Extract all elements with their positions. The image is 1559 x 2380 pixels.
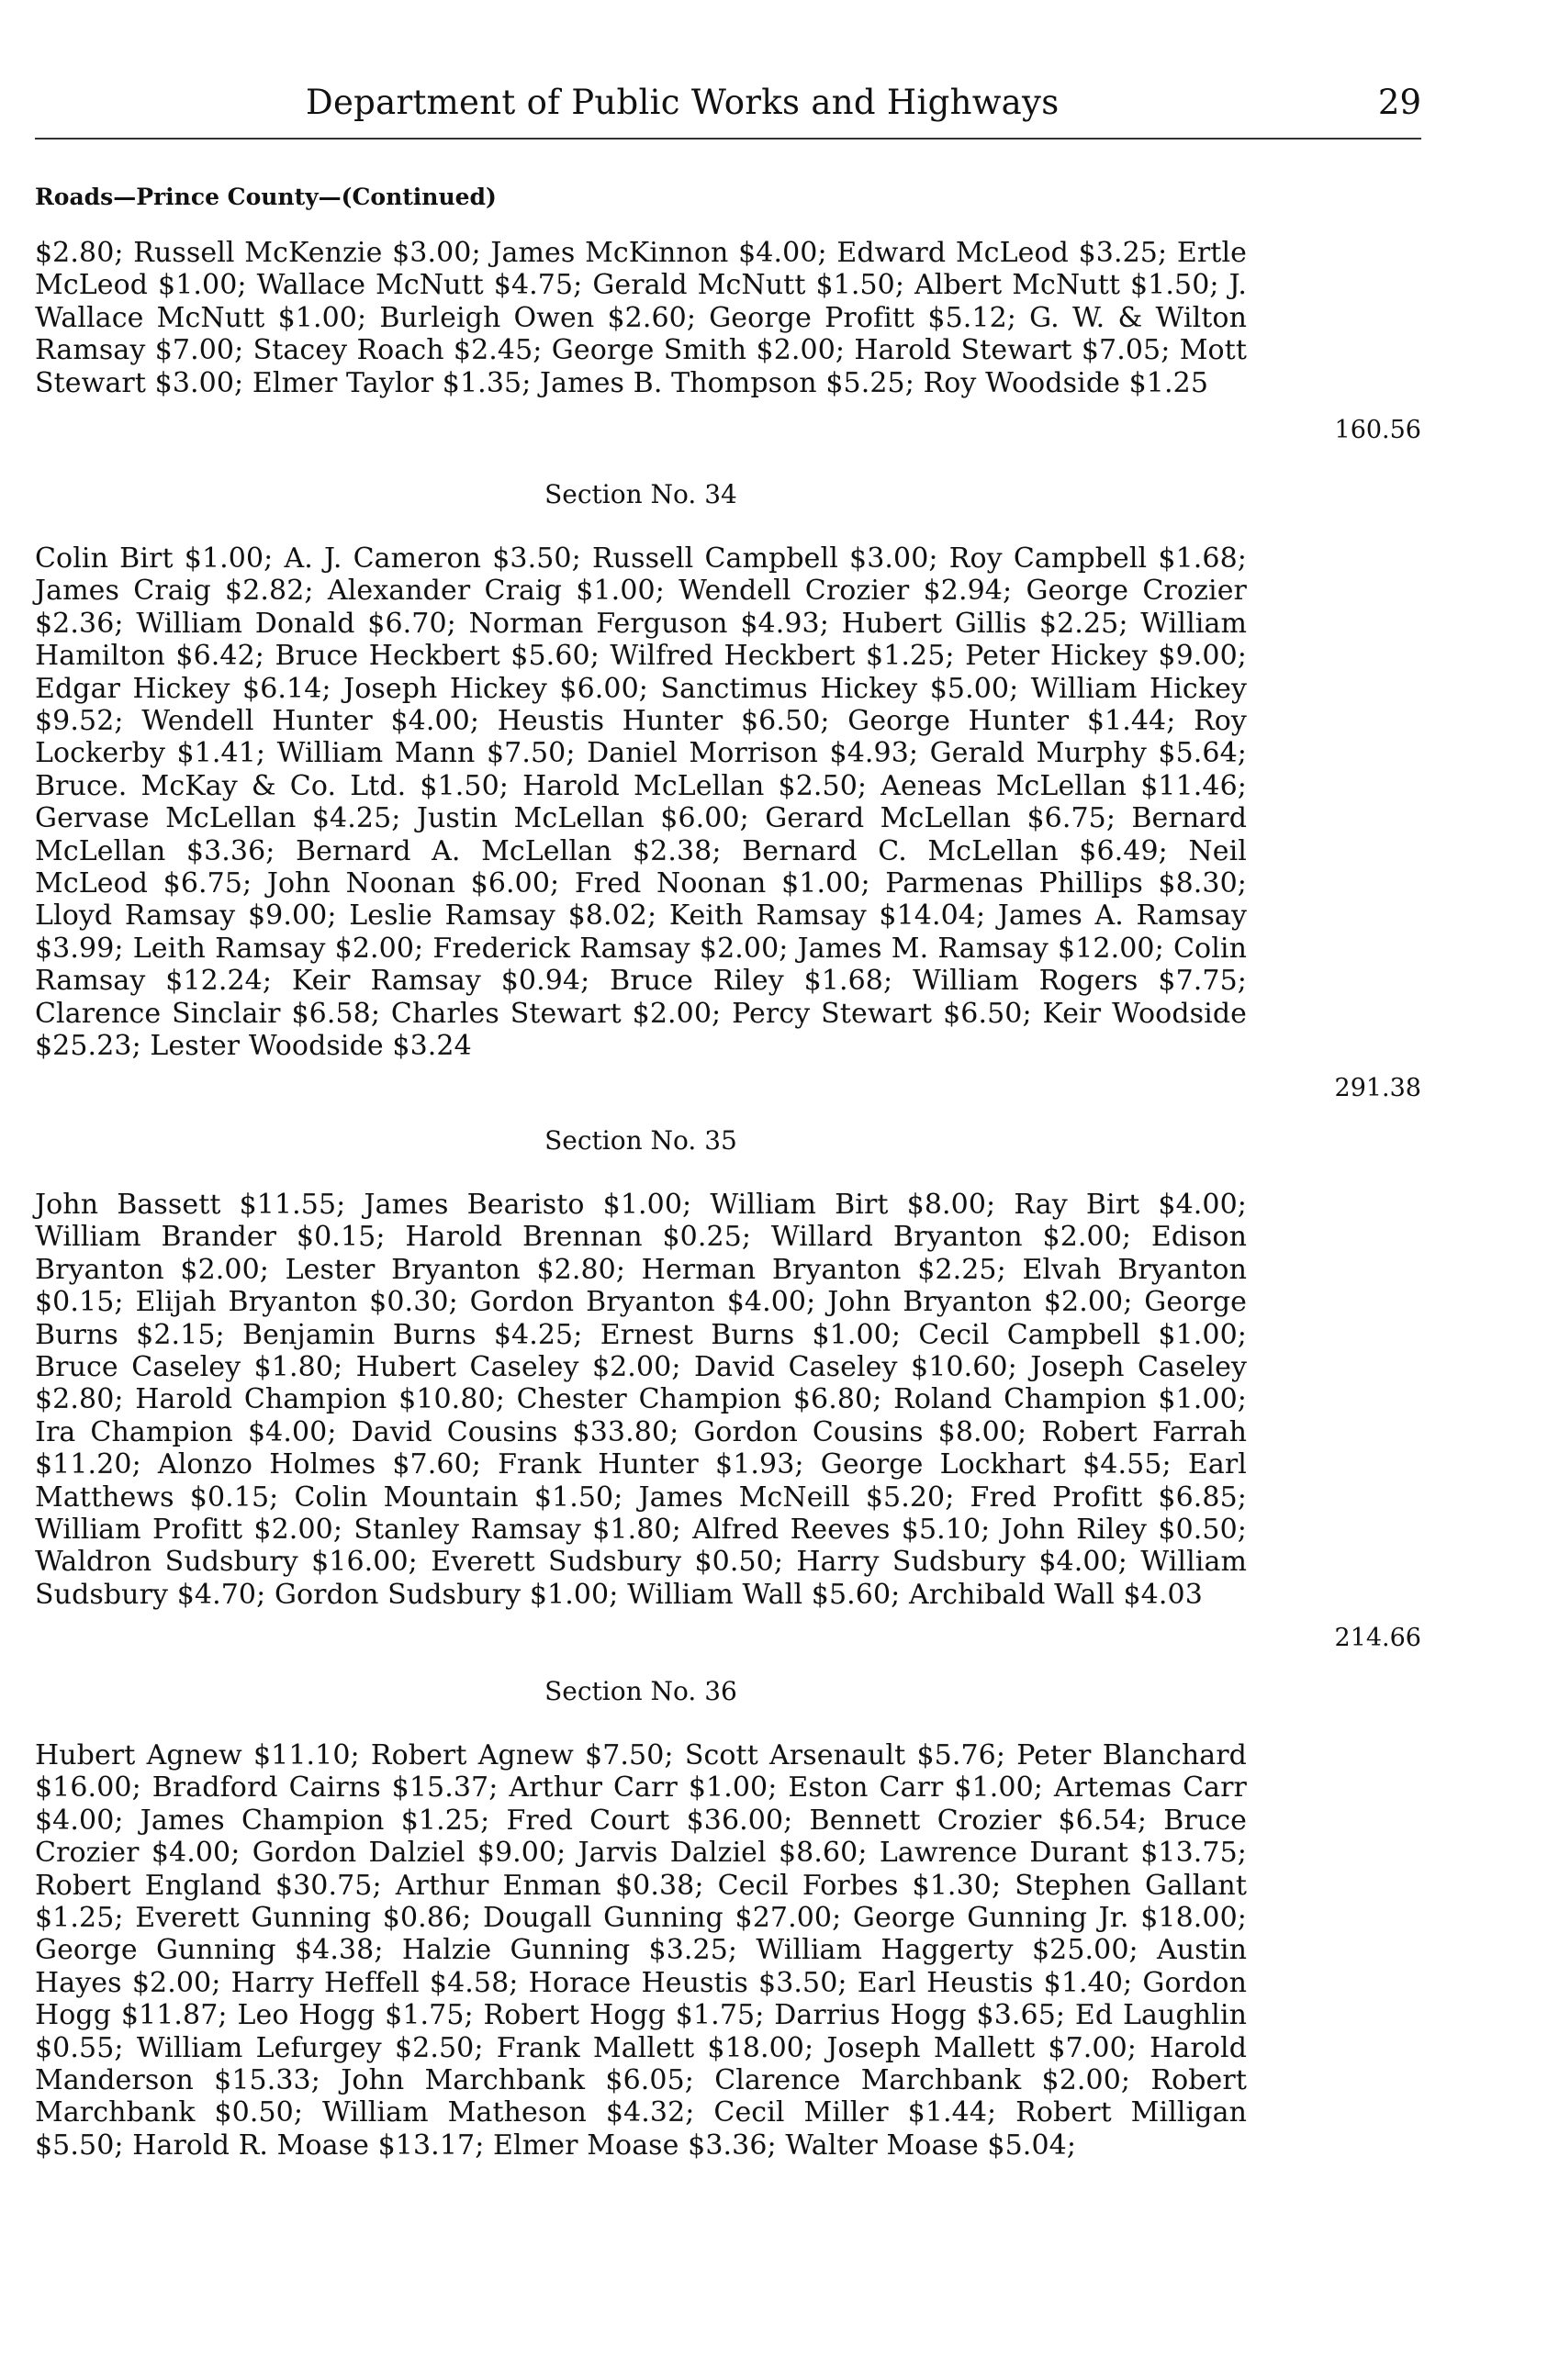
section-34 — [35, 479, 1421, 1102]
payment-list: $2.80; Russell McKenzie $3.00; James McKinnon $4.00; Edward McLeod $3.25; Ertle McLeod $1.00; Wallace McNutt $4.75; Gerald McNutt $1.50; Albert McNutt $1.50; J. Wallace McNutt $1.00; Burleigh Owen $2.60; George Profitt $5.12; G. W. & Wilton Ramsay $7.00; Stacey Roach $2.45; George Smith $2.00; Harold Stewart $7.05; Mott Stewart $3.00; Elmer Taylor $1.35; James B. Thompson $5.25; Roy Woodside $1.25 — [35, 237, 1247, 399]
payment-list: Colin Birt $1.00; A. J. Cameron $3.50; Russell Campbell $3.00; Roy Campbell $1.68; James Craig $2.82; Alexander Craig $1.00; Wendell Crozier $2.94; George Crozier $2.36; William Donald $6.70; Norman Ferguson $4.93; Hubert Gillis $2.25; William Hamilton $6.42; Bruce Heckbert $5.60; Wilfred Heckbert $1.25; Peter Hickey $9.00; Edgar Hickey $6.14; Joseph Hickey $6.00; Sanctimus Hickey $5.00; William Hickey $9.52; Wendell Hunter $4.00; Heustis Hunter $6.50; George Hunter $1.44; Roy Lockerby $1.41; William Mann $7.50; Daniel Morrison $4.93; Gerald Murphy $5.64; Bruce. McKay & Co. Ltd. $1.50; Harold McLellan $2.50; Aeneas McLellan $11.46; Gervase McLellan $4.25; Justin McLellan $6.00; Gerard McLellan $6.75; Bernard McLellan $3.36; Bernard A. McLellan $2.38; Bernard C. McLellan $6.49; Neil McLeod $6.75; John Noonan $6.00; Fred Noonan $1.00; Parmenas Phillips $8.30; Lloyd Ramsay $9.00; Leslie Ramsay $8.02; Keith Ramsay $14.04; James A. Ramsay $3.99; Leith Ramsay $2.00; Frederick Ramsay $2.00; James M. Ramsay $12.00; Colin Ramsay $12.24; Keir Ramsay $0.94; Bruce Riley $1.68; William Rogers $7.75; Clarence Sinclair $6.58; Charles Stewart $2.00; Percy Stewart $6.50; Keir Woodside $25.23; Lester Woodside $3.24 — [35, 542, 1247, 1063]
page-title: Department of Public Works and Highways — [306, 83, 1060, 122]
section-35 — [35, 1125, 1421, 1652]
section-heading: Section No. 35 — [544, 1125, 737, 1156]
section-total: 160.56 — [1334, 416, 1421, 444]
page-number: 29 — [1377, 83, 1421, 122]
section-total: 291.38 — [1334, 1074, 1421, 1102]
payment-list: Hubert Agnew $11.10; Robert Agnew $7.50; Scott Arsenault $5.76; Peter Blanchard $16.00; Bradford Cairns $15.37; Arthur Carr $1.00; Eston Carr $1.00; Artemas Carr $4.00; James Champion $1.25; Fred Court $36.00; Bennett Crozier $6.54; Bruce Crozier $4.00; Gordon Dalziel $9.00; Jarvis Dalziel $8.60; Lawrence Durant $13.75; Robert England $30.75; Arthur Enman $0.38; Cecil Forbes $1.30; Stephen Gallant $1.25; Everett Gunning $0.86; Dougall Gunning $27.00; George Gunning Jr. $18.00; George Gunning $4.38; Halzie Gunning $3.25; William Haggerty $25.00; Austin Hayes $2.00; Harry Heffell $4.58; Horace Heustis $3.50; Earl Heustis $1.40; Gordon Hogg $11.87; Leo Hogg $1.75; Robert Hogg $1.75; Darrius Hogg $3.65; Ed Laughlin $0.55; William Lefurgey $2.50; Frank Mallett $18.00; Joseph Mallett $7.00; Harold Manderson $15.33; John Marchbank $6.05; Clarence Marchbank $2.00; Robert Marchbank $0.50; William Matheson $4.32; Cecil Miller $1.44; Robert Milligan $5.50; Harold R. Moase $13.17; Elmer Moase $3.36; Walter Moase $5.04; — [35, 1739, 1247, 2162]
section-heading: Section No. 36 — [544, 1676, 737, 1706]
continued-heading: Roads—Prince County—(Continued) — [35, 184, 497, 210]
running-header — [35, 83, 1421, 138]
section-36 — [35, 1676, 1421, 2162]
header-rule — [35, 138, 1421, 140]
section-heading: Section No. 34 — [544, 479, 737, 509]
section-total: 214.66 — [1334, 1624, 1421, 1652]
continuation-section — [35, 237, 1421, 444]
payment-list: John Bassett $11.55; James Bearisto $1.00; William Birt $8.00; Ray Birt $4.00; William Brander $0.15; Harold Brennan $0.25; Willard Bryanton $2.00; Edison Bryanton $2.00; Lester Bryanton $2.80; Herman Bryanton $2.25; Elvah Bryanton $0.15; Elijah Bryanton $0.30; Gordon Bryanton $4.00; John Bryanton $2.00; George Burns $2.15; Benjamin Burns $4.25; Ernest Burns $1.00; Cecil Campbell $1.00; Bruce Caseley $1.80; Hubert Caseley $2.00; David Caseley $10.60; Joseph Caseley $2.80; Harold Champion $10.80; Chester Champion $6.80; Roland Champion $1.00; Ira Champion $4.00; David Cousins $33.80; Gordon Cousins $8.00; Robert Farrah $11.20; Alonzo Holmes $7.60; Frank Hunter $1.93; George Lockhart $4.55; Earl Matthews $0.15; Colin Mountain $1.50; James McNeill $5.20; Fred Profitt $6.85; William Profitt $2.00; Stanley Ramsay $1.80; Alfred Reeves $5.10; John Riley $0.50; Waldron Sudsbury $16.00; Everett Sudsbury $0.50; Harry Sudsbury $4.00; William Sudsbury $4.70; Gordon Sudsbury $1.00; William Wall $5.60; Archibald Wall $4.03 — [35, 1189, 1247, 1611]
document-page — [35, 0, 1421, 2380]
